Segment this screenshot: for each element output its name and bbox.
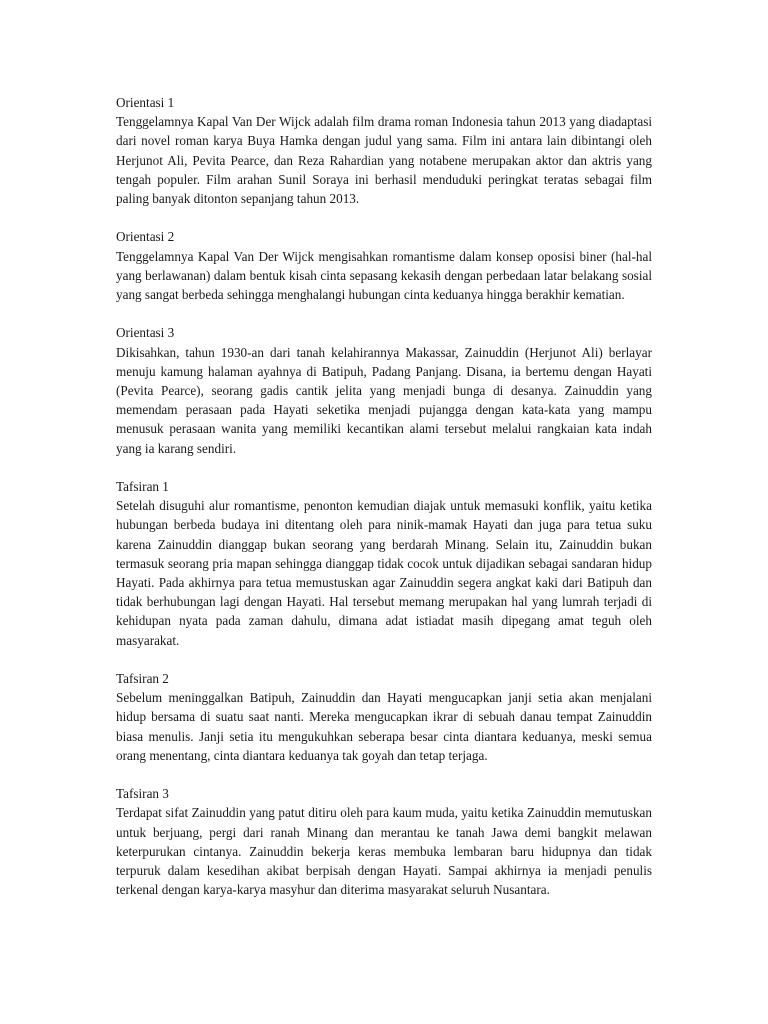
section-paragraph: Dikisahkan, tahun 1930-an dari tanah kelahirannya Makassar, Zainuddin (Herjunot Ali) berlayar menuju kamung halaman ayahnya di Batipuh, Padang Panjang. Disana, ia bertemu dengan Hayati (Pevita Pearce), seorang gadis cantik jelita yang menjadi bunga di desanya. Zainuddin yang memendam perasaan pada Hayati seketika menjadi pujangga dengan kata-kata yang mampu menusuk perasaan wanita yang memiliki kecantikan alami tersebut melalui rangkaian kata indah yang ia karang sendiri.: [116, 344, 652, 456]
section-paragraph: Tenggelamnya Kapal Van Der Wijck mengisahkan romantisme dalam konsep oposisi biner (hal-hal yang berlawanan) dalam bentuk kisah cinta sepasang kekasih dengan perbedaan latar belakang sosial yang sangat berbeda sehingga menghalangi hubungan cinta keduanya hingga berakhir kematian.: [116, 248, 652, 303]
section-heading: Orientasi 2: [116, 229, 175, 245]
section-orientasi-1: [116, 93, 652, 208]
section-paragraph: Setelah disuguhi alur romantisme, penonton kemudian diajak untuk memasuki konflik, yaitu ketika hubungan berbeda budaya ini ditentang oleh para ninik-mamak Hayati dan juga para tetua suku karena Zainuddin dianggap bukan seorang yang berdarah Minang. Selain itu, Zainuddin bukan termasuk seorang pria mapan sehingga dianggap tidak cocok untuk dijadikan sebagai sandaran hidup Hayati. Pada akhirnya para tetua memustuskan agar Zainuddin segera angkat kaki dari Batipuh dan tidak berhubungan lagi dengan Hayati. Hal tersebut memang merupakan hal yang lumrah terjadi di kehidupan nyata pada zaman dahulu, dimana adat istiadat masih dipegang amat teguh oleh masyarakat.: [116, 498, 652, 648]
section-paragraph: Sebelum meninggalkan Batipuh, Zainuddin dan Hayati mengucapkan janji setia akan menjalani hidup bersama di suatu saat nanti. Mereka mengucapkan ikrar di sebuah danau tempat Zainuddin biasa menulis. Janji setia itu mengukuhkan seberapa besar cinta diantara keduanya, meski semua orang menentang, cinta diantara keduanya tak goyah dan tetap terjaga.: [116, 690, 652, 763]
section-tafsiran-2: [116, 669, 652, 765]
section-paragraph: Terdapat sifat Zainuddin yang patut ditiru oleh para kaum muda, yaitu ketika Zainuddin memutuskan untuk berjuang, pergi dari ranah Minang dan merantau ke tanah Jawa demi bangkit melawan keterpurukan cintanya. Zainuddin bekerja keras membuka lembaran baru hidupnya dan tidak terpuruk dalam kesedihan akibat berpisah dengan Hayati. Sampai akhirnya ia menjadi penulis terkenal dengan karya-karya masyhur dan diterima masyarakat seluruh Nusantara.: [116, 805, 652, 898]
section-heading: Tafsiran 1: [116, 479, 169, 495]
section-heading: Orientasi 3: [116, 325, 175, 341]
section-orientasi-2: [116, 227, 652, 304]
section-heading: Tafsiran 2: [116, 671, 169, 687]
section-heading: Tafsiran 3: [116, 786, 169, 802]
document-page: [116, 93, 652, 919]
section-orientasi-3: [116, 323, 652, 457]
section-tafsiran-3: [116, 784, 652, 899]
section-paragraph: Tenggelamnya Kapal Van Der Wijck adalah film drama roman Indonesia tahun 2013 yang diadaptasi dari novel roman karya Buya Hamka dengan judul yang sama. Film ini antara lain dibintangi oleh Herjunot Ali, Pevita Pearce, dan Reza Rahardian yang notabene merupakan aktor dan aktris yang tengah populer. Film arahan Sunil Soraya ini berhasil menduduki peringkat teratas sebagai film paling banyak ditonton sepanjang tahun 2013.: [116, 114, 652, 207]
section-heading: Orientasi 1: [116, 95, 175, 110]
section-tafsiran-1: [116, 477, 652, 650]
